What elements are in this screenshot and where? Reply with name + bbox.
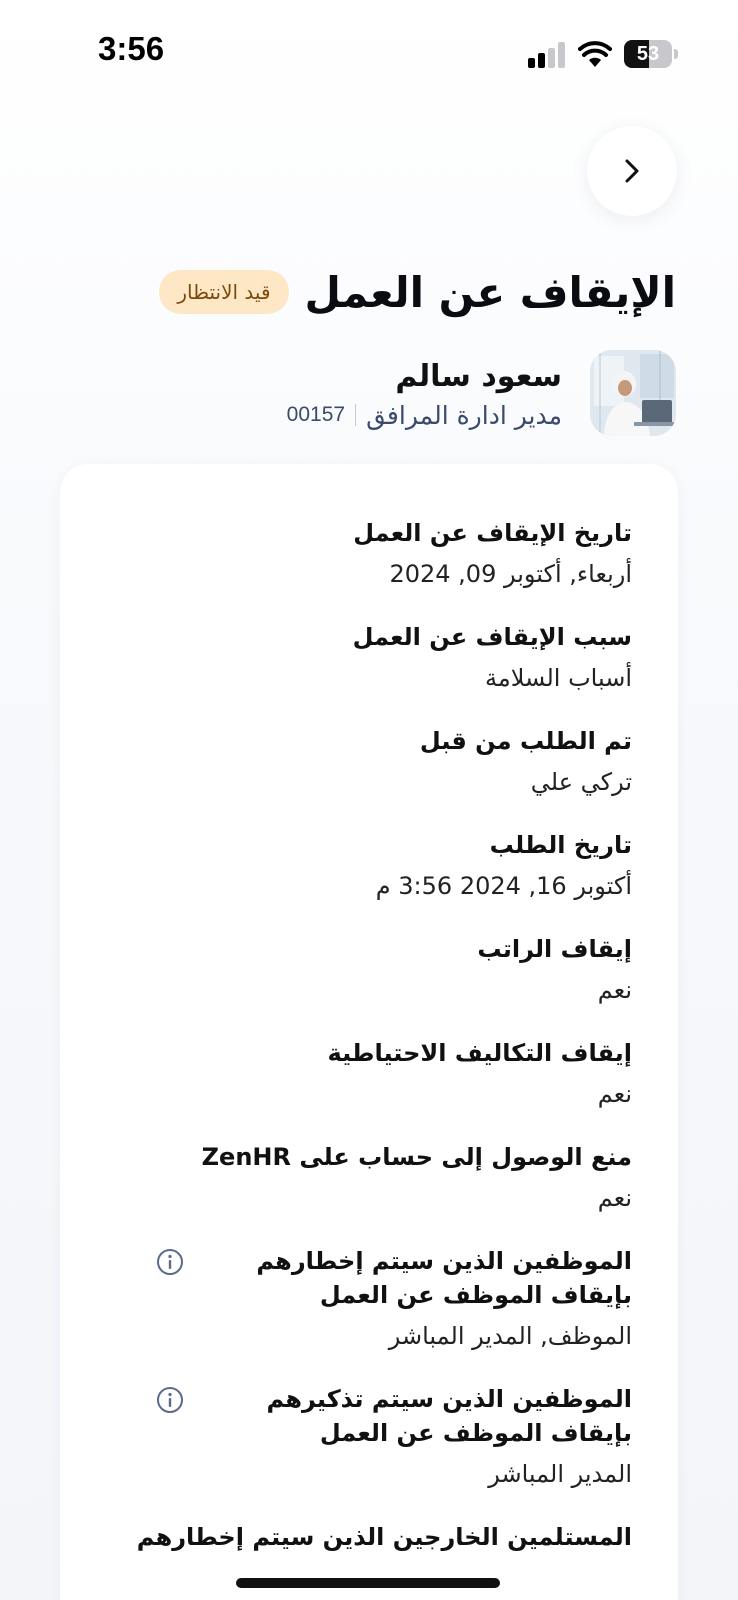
field-value: الموظف, المدير المباشر [388,1322,632,1350]
back-button[interactable] [587,126,677,216]
field-label-text: تاريخ الطلب [489,831,632,859]
divider [355,404,356,426]
field-label-text: الموظفين الذين سيتم تذكيرهم بإيقاف الموظف عن العمل [266,1385,632,1447]
field-label [102,724,632,758]
status-badge: قيد الانتظار [159,270,288,314]
employee-summary[interactable] [76,348,676,438]
field-stop-salary [102,932,632,1008]
employee-job-title: مدير ادارة المرافق [366,400,562,430]
field-label [102,1244,632,1312]
field-value: أربعاء, أكتوبر 09, 2024 [389,560,632,588]
field-value: نعم [597,1184,632,1212]
field-external-recipients [102,1520,632,1554]
field-suspension-date [102,516,632,592]
employee-info [287,357,562,430]
details-list [102,516,632,1582]
field-block-access [102,1140,632,1216]
status-bar [0,0,738,110]
info-icon[interactable] [156,1386,184,1414]
details-card [60,464,678,1600]
field-label [102,620,632,654]
field-value: أسباب السلامة [485,664,632,692]
field-label [102,1520,632,1554]
wifi-icon [578,40,612,68]
battery-cap [674,49,678,59]
field-label-text: سبب الإيقاف عن العمل [352,623,632,651]
field-label-text: تم الطلب من قبل [419,727,632,755]
field-suspension-reason [102,620,632,696]
cellular-signal-icon [528,42,566,68]
field-label-text: تاريخ الإيقاف عن العمل [353,519,632,547]
employee-subtitle [287,401,562,430]
status-time: 3:56 [98,30,165,67]
field-notified-employees [102,1244,632,1354]
field-label [102,932,632,966]
field-label-text: منع الوصول إلى حساب على ZenHR [201,1143,632,1171]
field-label-text: الموظفين الذين سيتم إخطارهم بإيقاف الموظف عن العمل [256,1247,632,1309]
chevron-right-icon [621,157,643,185]
field-value: المدير المباشر [488,1460,632,1488]
employee-id: 00157 [286,403,346,426]
field-value: أكتوبر 16, 2024 3:56 م [375,872,632,900]
field-label [102,1382,632,1450]
battery-icon [624,40,672,68]
field-reminded-employees [102,1382,632,1492]
field-requested-by [102,724,632,800]
field-value: تركي علي [530,768,632,796]
field-request-date [102,828,632,904]
info-icon[interactable] [156,1248,184,1276]
field-label-text: إيقاف التكاليف الاحتياطية [327,1039,632,1067]
field-label [102,1036,632,1070]
field-value: نعم [597,976,632,1004]
field-label-text: إيقاف الراتب [477,935,632,963]
page-title: الإيقاف عن العمل [304,267,676,317]
battery-percent: 53 [636,42,660,65]
avatar-image [590,350,676,436]
field-label [102,828,632,862]
field-label [102,1140,632,1174]
avatar [590,350,676,436]
field-value: نعم [597,1080,632,1108]
field-label-text: المستلمين الخارجين الذين سيتم إخطارهم [136,1523,632,1551]
field-stop-reserve-costs [102,1036,632,1112]
home-indicator[interactable] [236,1578,500,1588]
field-label [102,516,632,550]
page-header [40,262,676,322]
employee-name: سعود سالم [395,358,562,394]
